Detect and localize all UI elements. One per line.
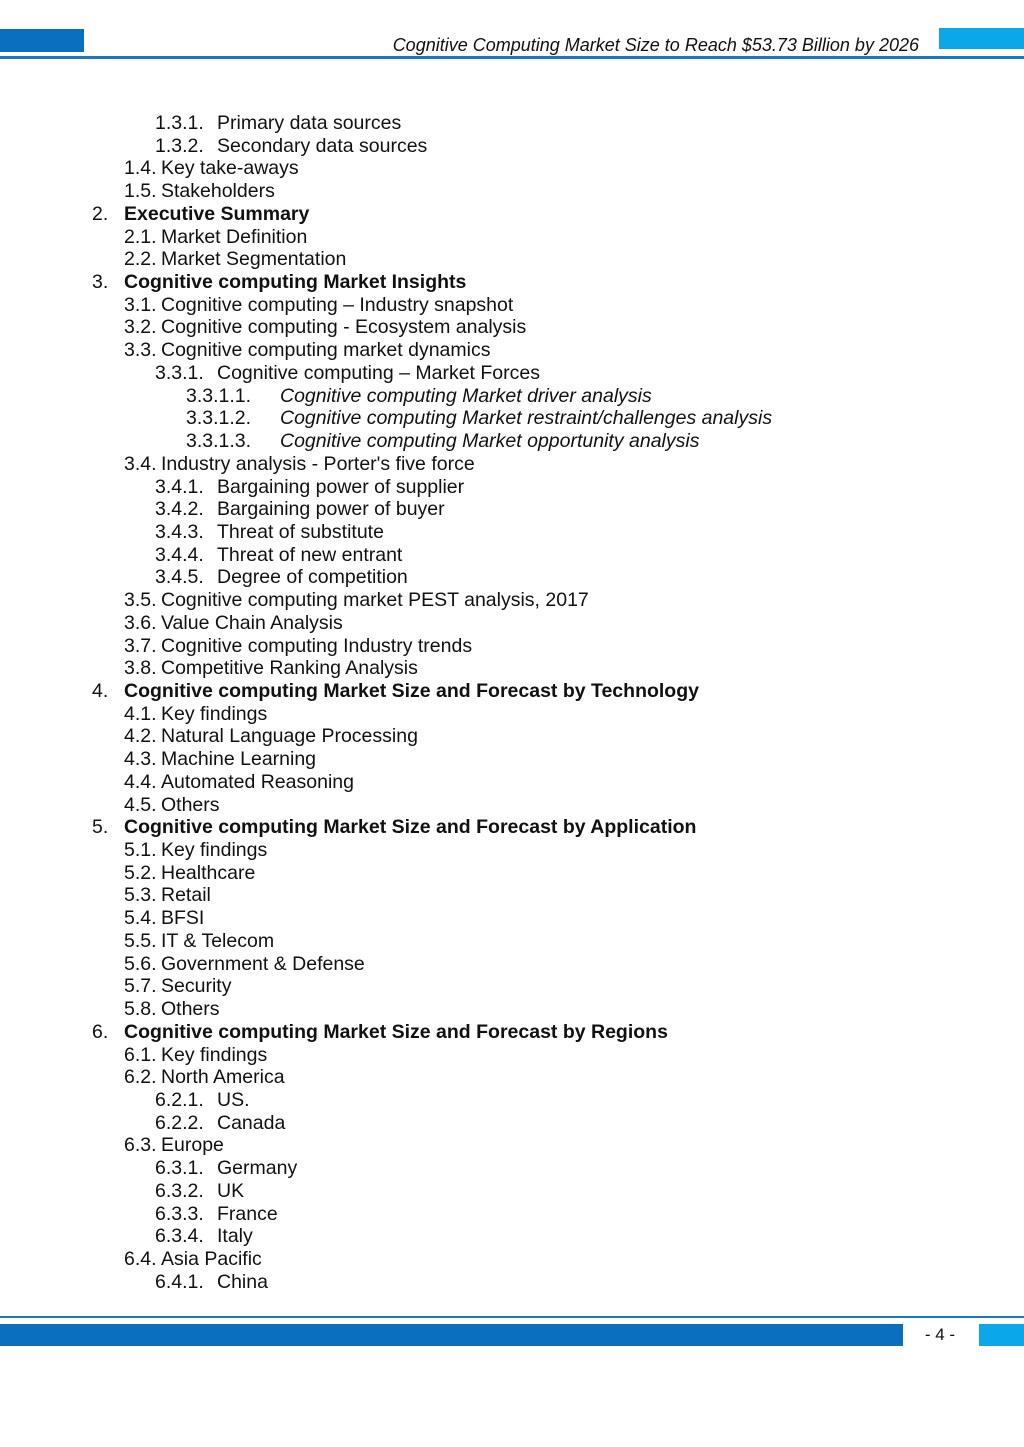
toc-entry-number: 2.2. xyxy=(124,248,157,271)
toc-entry-number: 1.3.2. xyxy=(155,134,204,157)
footer-accent-right xyxy=(979,1324,1024,1346)
toc-entry-title: Key findings xyxy=(161,1043,268,1066)
toc-entry-title: Cognitive computing - Ecosystem analysis xyxy=(161,316,527,339)
toc-entry-number: 6.2.1. xyxy=(155,1088,204,1111)
toc-entry-title: Natural Language Processing xyxy=(161,725,418,748)
toc-entry-number: 3.6. xyxy=(124,611,157,634)
toc-entry-number: 3.3.1.3. xyxy=(186,430,252,453)
toc-entry-number: 6.3. xyxy=(124,1134,157,1157)
toc-entry-title: Cognitive computing Market Size and Forecast by Technology xyxy=(124,680,699,702)
toc-entry-number: 5.8. xyxy=(124,998,157,1021)
toc-entry-title: Italy xyxy=(217,1225,253,1248)
toc-entry-number: 4.3. xyxy=(124,748,157,771)
toc-entry-number: 3.8. xyxy=(124,657,157,680)
toc-entry-title: Executive Summary xyxy=(124,202,310,225)
toc-entry-number: 1.4. xyxy=(124,157,157,180)
toc-entry-number: 5.6. xyxy=(124,952,157,975)
toc-entry-title: Europe xyxy=(161,1134,224,1157)
toc-entry-number: 6.2. xyxy=(124,1066,157,1089)
toc-entry-title: UK xyxy=(217,1179,245,1202)
toc-entry-title: Key take-aways xyxy=(161,157,299,180)
toc-entry-title: Bargaining power of buyer xyxy=(217,498,445,521)
toc-entry-title: Cognitive computing – Market Forces xyxy=(217,361,540,384)
footer-accent-bar xyxy=(0,1324,903,1346)
toc-entry-number: 3.3.1. xyxy=(155,361,204,384)
toc-entry-title: Others xyxy=(161,998,220,1021)
toc-entry-title: Stakeholders xyxy=(161,180,275,203)
toc-entry-number: 6. xyxy=(92,1020,109,1043)
toc-entry-number: 3.2. xyxy=(124,316,157,339)
toc-entry-title: Germany xyxy=(217,1157,298,1180)
toc-entry-title: Retail xyxy=(161,884,211,907)
toc-entry-title: Cognitive computing Market restraint/challenges analysis xyxy=(280,407,773,430)
toc-entry-number: 1.3.1. xyxy=(155,112,204,134)
toc-entry-number: 3.4.2. xyxy=(155,498,204,521)
toc-entry-title: Cognitive computing – Industry snapshot xyxy=(161,293,514,316)
toc-entry-number: 5.1. xyxy=(124,839,157,862)
toc-entry-number: 5.7. xyxy=(124,975,157,998)
toc-entry-number: 3.3.1.2. xyxy=(186,407,252,430)
toc-entry-title: Automated Reasoning xyxy=(161,770,354,793)
toc-entry-number: 6.1. xyxy=(124,1043,157,1066)
toc-entry-number: 4.5. xyxy=(124,793,157,816)
toc-entry-number: 5.3. xyxy=(124,884,157,907)
toc-entry-number: 3.4.4. xyxy=(155,543,204,566)
toc-entry-number: 3.7. xyxy=(124,634,157,657)
toc-entry-title: Machine Learning xyxy=(161,748,317,771)
toc-entry-number: 2. xyxy=(92,202,109,225)
toc-entry-title: China xyxy=(217,1270,268,1293)
toc-entry-number: 3.4.5. xyxy=(155,566,204,589)
toc-entry-title: BFSI xyxy=(161,907,205,930)
toc-entry-number: 3.3. xyxy=(124,339,157,362)
page-number: - 4 - xyxy=(924,1325,956,1344)
toc-entry-number: 3.5. xyxy=(124,589,157,612)
toc-entry-title: Competitive Ranking Analysis xyxy=(161,657,418,680)
toc-entry-title: Healthcare xyxy=(161,861,256,884)
toc-entry-title: Security xyxy=(161,975,232,998)
toc-entry-title: Value Chain Analysis xyxy=(161,611,343,634)
toc-entry-number: 1.5. xyxy=(124,180,157,203)
toc-entry-title: Industry analysis - Porter's five force xyxy=(161,452,475,475)
toc-entry-title: Threat of substitute xyxy=(217,520,384,543)
header-accent-right xyxy=(939,28,1024,49)
toc-entry-number: 6.4.1. xyxy=(155,1270,204,1293)
toc-entry-number: 5.2. xyxy=(124,861,157,884)
toc-entry-number: 3.4. xyxy=(124,452,157,475)
toc-entry-number: 6.2.2. xyxy=(155,1111,204,1134)
toc-entry-title: US. xyxy=(217,1088,250,1111)
toc-entry-number: 3.3.1.1. xyxy=(186,384,252,407)
toc-entry-title: Secondary data sources xyxy=(217,134,428,157)
header-accent-left xyxy=(0,29,84,52)
toc-entry-number: 4. xyxy=(92,680,109,702)
toc-entry-number: 3.1. xyxy=(124,293,157,316)
toc-entry-title: Key findings xyxy=(161,839,268,862)
toc-entry-title: France xyxy=(217,1202,278,1225)
toc-entry-title: Primary data sources xyxy=(217,112,402,134)
toc-entry-number: 5.5. xyxy=(124,929,157,952)
toc-entry-number: 3.4.1. xyxy=(155,475,204,498)
toc-entry-title: IT & Telecom xyxy=(161,929,275,952)
page-header-title: Cognitive Computing Market Size to Reach $53.73 Billion by 2026 xyxy=(392,35,919,55)
toc-entry-title: Government & Defense xyxy=(161,952,365,975)
toc-entry-number: 5.4. xyxy=(124,907,157,930)
toc-entry-number: 5. xyxy=(92,816,109,839)
toc-entry-number: 4.4. xyxy=(124,770,157,793)
toc-entry-title: Cognitive computing Industry trends xyxy=(161,634,473,657)
toc-entry-title: Cognitive computing market dynamics xyxy=(161,339,491,362)
toc-entry-title: Cognitive computing market PEST analysis, 2017 xyxy=(161,589,589,612)
toc-entry-number: 2.1. xyxy=(124,225,157,248)
toc-entry-title: Cognitive computing Market driver analysis xyxy=(280,384,652,407)
toc-entry-number: 6.3.1. xyxy=(155,1157,204,1180)
toc-entry-title: Bargaining power of supplier xyxy=(217,475,465,498)
toc-entry-title: Cognitive computing Market Size and Forecast by Application xyxy=(124,816,697,839)
footer-divider xyxy=(0,1316,1024,1318)
toc-entry-title: Canada xyxy=(217,1111,286,1134)
toc-entry-title: Threat of new entrant xyxy=(217,543,403,566)
toc-entry-number: 6.4. xyxy=(124,1248,157,1270)
toc-entry-title: Asia Pacific xyxy=(161,1248,262,1270)
toc-entry-number: 4.2. xyxy=(124,725,157,748)
toc-entry-title: Others xyxy=(161,793,220,816)
toc-entry-number: 3. xyxy=(92,271,109,294)
toc-entry-number: 3.4.3. xyxy=(155,520,204,543)
toc-entry-title: Cognitive computing Market opportunity analysis xyxy=(280,430,700,453)
toc-entry-title: Market Definition xyxy=(161,225,308,248)
toc-entry-title: Cognitive computing Market Size and Forecast by Regions xyxy=(124,1020,668,1043)
header-divider xyxy=(0,56,1024,59)
toc-entry-number: 6.3.3. xyxy=(155,1202,204,1225)
toc-entry-title: Market Segmentation xyxy=(161,248,347,271)
toc-entry-title: North America xyxy=(161,1066,285,1089)
toc-entry-number: 6.3.2. xyxy=(155,1179,204,1202)
toc-entry-title: Degree of competition xyxy=(217,566,408,589)
toc-entry-title: Key findings xyxy=(161,702,268,725)
toc-entry-number: 6.3.4. xyxy=(155,1225,204,1248)
toc-entry-title: Cognitive computing Market Insights xyxy=(124,271,467,294)
toc-entry-number: 4.1. xyxy=(124,702,157,725)
